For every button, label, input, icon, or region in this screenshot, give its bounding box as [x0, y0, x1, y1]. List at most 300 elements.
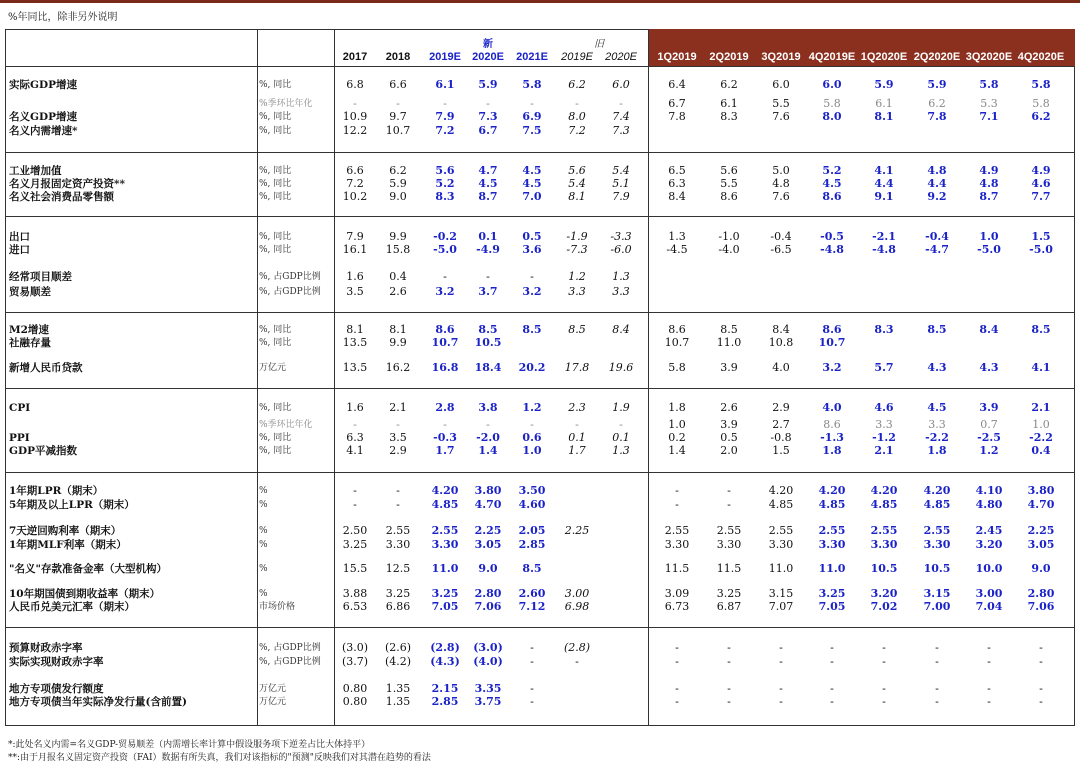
quarter-value: 3.05 — [1027, 538, 1055, 551]
annual-value: 4.85 — [431, 498, 459, 511]
quarter-value: - — [727, 695, 731, 708]
row-label: 地方专项债发行额度 — [9, 683, 104, 695]
quarter-value: 7.1 — [979, 110, 999, 123]
section-divider — [5, 388, 1075, 389]
quarter-value: - — [727, 655, 731, 668]
quarter-value: 2.7 — [772, 418, 790, 431]
annual-value: 8.6 — [435, 323, 455, 336]
annual-value: 3.8 — [478, 401, 498, 414]
row-unit: %, 同比 — [259, 179, 292, 189]
quarter-value: 4.3 — [979, 361, 999, 374]
quarter-value: 10.5 — [923, 562, 951, 575]
quarter-value: 6.1 — [875, 97, 893, 110]
row-unit: %, 同比 — [259, 325, 292, 335]
quarter-value: 3.30 — [768, 538, 794, 551]
quarter-header: 3Q2019 — [761, 51, 801, 63]
annual-value: 5.1 — [612, 177, 630, 190]
quarter-value: 8.7 — [979, 190, 999, 203]
quarter-value: - — [675, 484, 679, 497]
quarter-value: 8.4 — [979, 323, 999, 336]
quarter-value: 2.1 — [874, 444, 894, 457]
quarter-value: 3.30 — [923, 538, 951, 551]
quarter-value: 2.80 — [1027, 587, 1055, 600]
quarter-value: 3.30 — [818, 538, 846, 551]
row-unit: %, 同比 — [259, 245, 292, 255]
quarter-value: 8.5 — [720, 323, 738, 336]
quarter-value: 10.0 — [975, 562, 1003, 575]
annual-value: 10.5 — [474, 336, 502, 349]
quarter-value: 7.00 — [923, 600, 951, 613]
quarter-value: 6.2 — [928, 97, 946, 110]
annual-value: 6.2 — [568, 78, 586, 91]
quarter-value: 8.3 — [720, 110, 738, 123]
quarter-value: 3.09 — [664, 587, 690, 600]
annual-value: 2.15 — [431, 682, 459, 695]
section-divider — [5, 152, 1075, 153]
row-label: "名义"存款准备金率（大型机构） — [9, 563, 167, 575]
quarter-value: - — [727, 498, 731, 511]
quarter-value: 1.8 — [822, 444, 842, 457]
quarter-header: 3Q2020E — [965, 51, 1013, 63]
quarter-value: -5.0 — [1029, 243, 1053, 256]
annual-value: 0.1 — [612, 431, 630, 444]
annual-value: 3.25 — [385, 587, 411, 600]
quarter-header: 1Q2019 — [657, 51, 697, 63]
quarter-value: -2.5 — [977, 431, 1001, 444]
quarter-value: 1.5 — [772, 444, 790, 457]
row-unit: %季环比年化 — [259, 420, 313, 430]
annual-value: 7.9 — [435, 110, 455, 123]
quarter-value: 1.4 — [668, 444, 686, 457]
annual-value: -6.0 — [610, 243, 632, 256]
annual-value: 2.55 — [385, 524, 411, 537]
quarter-value: 3.30 — [716, 538, 742, 551]
quarter-value: -4.0 — [718, 243, 740, 256]
quarter-value: 8.6 — [822, 190, 842, 203]
annual-value: 3.3 — [568, 285, 586, 298]
annual-value: 3.5 — [389, 431, 407, 444]
annual-value: (4.0) — [473, 655, 503, 668]
annual-value: (2.8) — [430, 641, 460, 654]
row-label: 名义内需增速* — [9, 125, 78, 137]
quarter-value: 7.07 — [768, 600, 794, 613]
quarter-value: 7.02 — [870, 600, 898, 613]
row-label: GDP平减指数 — [9, 445, 77, 457]
footnote-2: **:由于月报名义固定资产投资（FAI）数据有所失真，我们对该指标的"预测"反映我们对其潜在趋势的看法 — [8, 753, 431, 763]
row-label: 1年期MLF利率（期末） — [9, 539, 127, 551]
quarter-value: 4.0 — [772, 361, 790, 374]
quarter-value: - — [779, 641, 783, 654]
annual-value: 1.2 — [522, 401, 542, 414]
quarter-value: 4.20 — [870, 484, 898, 497]
quarter-value: -4.5 — [666, 243, 688, 256]
quarter-value: 2.55 — [923, 524, 951, 537]
quarter-value: - — [882, 682, 886, 695]
annual-value: 8.5 — [478, 323, 498, 336]
row-unit: %, 占GDP比例 — [259, 287, 321, 297]
quarter-value: 1.8 — [927, 444, 947, 457]
annual-value: 7.0 — [522, 190, 542, 203]
year-header: 2017 — [342, 51, 368, 63]
quarter-value: 5.6 — [720, 164, 738, 177]
quarter-value: 4.5 — [927, 401, 947, 414]
quarter-value: 3.2 — [822, 361, 842, 374]
quarter-value: 6.3 — [668, 177, 686, 190]
annual-value: 5.2 — [435, 177, 455, 190]
quarter-value: 3.15 — [768, 587, 794, 600]
quarter-value: 4.9 — [1031, 164, 1051, 177]
row-label: 预算财政赤字率 — [9, 642, 83, 654]
annual-value: - — [486, 97, 490, 110]
quarter-value: 4.0 — [822, 401, 842, 414]
quarter-value: - — [675, 682, 679, 695]
annual-value: 3.2 — [435, 285, 455, 298]
annual-value: 6.98 — [564, 600, 590, 613]
annual-value: -2.0 — [476, 431, 500, 444]
quarter-value: 4.20 — [768, 484, 794, 497]
annual-value: 6.1 — [435, 78, 455, 91]
annual-value: 3.50 — [518, 484, 546, 497]
row-label: 5年期及以上LPR（期末） — [9, 499, 135, 511]
quarter-value: 4.70 — [1027, 498, 1055, 511]
quarter-value: 4.80 — [975, 498, 1003, 511]
section-divider — [5, 216, 1075, 217]
empty-block-divider — [648, 312, 1075, 313]
row-label: 出口 — [9, 231, 30, 243]
row-unit: %, 占GDP比例 — [259, 272, 321, 282]
quarter-value: - — [830, 695, 834, 708]
quarter-value: 2.1 — [1031, 401, 1051, 414]
quarter-value: 3.00 — [975, 587, 1003, 600]
quarter-value: 11.0 — [716, 336, 742, 349]
footnote-1: *:此处名义内需=名义GDP-贸易顺差（内需增长率计算中假设服务项下逆差占比大体持平） — [8, 740, 371, 750]
annual-value: 1.35 — [385, 695, 411, 708]
annual-value: 5.9 — [389, 177, 407, 190]
quarter-value: 3.25 — [818, 587, 846, 600]
annual-value: 7.2 — [435, 124, 455, 137]
annual-value: 16.8 — [431, 361, 459, 374]
annual-value: - — [619, 418, 623, 431]
annual-value: 9.7 — [389, 110, 407, 123]
quarter-value: 1.5 — [1031, 230, 1051, 243]
column-divider — [648, 29, 649, 726]
annual-value: - — [353, 97, 357, 110]
quarter-value: 10.5 — [870, 562, 898, 575]
quarter-value: 4.3 — [927, 361, 947, 374]
annual-value: 3.00 — [564, 587, 590, 600]
annual-value: 0.80 — [342, 682, 368, 695]
annual-value: - — [443, 270, 447, 283]
quarter-value: - — [882, 655, 886, 668]
quarter-value: 9.2 — [927, 190, 947, 203]
row-unit: % — [259, 486, 268, 496]
annual-value: 1.6 — [346, 401, 364, 414]
quarter-value: -2.1 — [872, 230, 896, 243]
annual-value: - — [530, 641, 534, 654]
quarter-value: 0.2 — [668, 431, 686, 444]
annual-value: 6.3 — [346, 431, 364, 444]
annual-value: 7.12 — [518, 600, 546, 613]
annual-value: 6.8 — [346, 78, 364, 91]
annual-value: 3.75 — [474, 695, 502, 708]
quarter-value: 4.8 — [979, 177, 999, 190]
annual-value: 18.4 — [474, 361, 502, 374]
quarter-value: 7.8 — [927, 110, 947, 123]
quarter-value: 11.5 — [716, 562, 742, 575]
quarter-value: - — [830, 682, 834, 695]
quarter-value: 5.8 — [979, 78, 999, 91]
annual-value: 10.9 — [342, 110, 368, 123]
quarter-value: 6.0 — [772, 78, 790, 91]
quarter-value: -0.4 — [770, 230, 792, 243]
row-label: 经常项目顺差 — [9, 271, 72, 283]
row-unit: %, 同比 — [259, 126, 292, 136]
quarter-value: 8.0 — [822, 110, 842, 123]
quarter-value: - — [675, 498, 679, 511]
annual-value: 7.9 — [612, 190, 630, 203]
row-label: CPI — [9, 402, 31, 414]
annual-value: 2.05 — [518, 524, 546, 537]
annual-value: 4.20 — [431, 484, 459, 497]
quarter-value: 0.7 — [980, 418, 998, 431]
annual-value: 7.3 — [612, 124, 630, 137]
annual-value: 2.6 — [389, 285, 407, 298]
annual-value: 3.3 — [612, 285, 630, 298]
quarter-value: - — [675, 655, 679, 668]
quarter-value: -2.2 — [925, 431, 949, 444]
annual-value: 3.35 — [474, 682, 502, 695]
quarter-header: 1Q2020E — [860, 51, 908, 63]
quarter-value: - — [987, 655, 991, 668]
annual-value: 1.2 — [568, 270, 586, 283]
quarter-value: 3.9 — [720, 418, 738, 431]
annual-value: - — [396, 484, 400, 497]
annual-value: 7.2 — [568, 124, 586, 137]
annual-value: 9.9 — [389, 336, 407, 349]
row-unit: 万亿元 — [259, 697, 287, 707]
annual-value: (4.2) — [384, 655, 412, 668]
quarter-value: - — [1039, 682, 1043, 695]
annual-value: 2.85 — [431, 695, 459, 708]
annual-value: 0.80 — [342, 695, 368, 708]
row-unit: % — [259, 540, 268, 550]
row-unit: % — [259, 589, 268, 599]
quarter-value: 6.7 — [668, 97, 686, 110]
quarter-value: 3.9 — [720, 361, 738, 374]
annual-value: 10.7 — [431, 336, 459, 349]
annual-value: 0.4 — [389, 270, 407, 283]
annual-value: 19.6 — [608, 361, 634, 374]
annual-value: 3.05 — [474, 538, 502, 551]
annual-value: 7.05 — [431, 600, 459, 613]
quarter-value: 6.73 — [664, 600, 690, 613]
annual-value: 6.6 — [346, 164, 364, 177]
annual-value: 6.9 — [522, 110, 542, 123]
annual-value: 1.7 — [568, 444, 586, 457]
annual-value: 3.5 — [346, 285, 364, 298]
annual-value: 5.9 — [478, 78, 498, 91]
annual-value: 6.86 — [385, 600, 411, 613]
annual-value: 7.9 — [346, 230, 364, 243]
row-unit: %, 占GDP比例 — [259, 657, 321, 667]
quarter-value: 4.9 — [979, 164, 999, 177]
annual-value: 13.5 — [342, 336, 368, 349]
quarter-value: 4.85 — [768, 498, 794, 511]
quarter-value: 1.2 — [979, 444, 999, 457]
column-divider — [334, 29, 335, 726]
annual-value: 2.25 — [564, 524, 590, 537]
quarter-value: 4.85 — [818, 498, 846, 511]
quarter-value: 6.4 — [668, 78, 686, 91]
annual-value: 7.2 — [346, 177, 364, 190]
annual-value: 8.1 — [568, 190, 586, 203]
quarter-value: 7.8 — [668, 110, 686, 123]
annual-value: 8.5 — [522, 323, 542, 336]
row-unit: %季环比年化 — [259, 99, 313, 109]
quarter-value: -0.4 — [925, 230, 949, 243]
quarter-value: - — [779, 655, 783, 668]
annual-value: 4.1 — [346, 444, 364, 457]
annual-value: -7.3 — [566, 243, 588, 256]
annual-value: -4.9 — [476, 243, 500, 256]
annual-value: 3.6 — [522, 243, 542, 256]
annual-value: - — [575, 418, 579, 431]
row-label: 10年期国债到期收益率（期末） — [9, 588, 161, 600]
quarter-value: 5.3 — [980, 97, 998, 110]
quarter-value: 3.15 — [923, 587, 951, 600]
quarter-value: 5.8 — [823, 97, 841, 110]
annual-value: 5.6 — [568, 164, 586, 177]
quarter-value: 5.8 — [668, 361, 686, 374]
annual-value: 2.3 — [568, 401, 586, 414]
row-label: 进口 — [9, 244, 30, 256]
quarter-value: 6.1 — [720, 97, 738, 110]
annual-value: - — [353, 498, 357, 511]
annual-value: 12.2 — [342, 124, 368, 137]
quarter-value: 4.5 — [822, 177, 842, 190]
annual-value: 3.80 — [474, 484, 502, 497]
quarter-value: 11.0 — [768, 562, 794, 575]
quarter-header: 4Q2019E — [808, 51, 856, 63]
annual-value: (2.6) — [384, 641, 412, 654]
annual-value: - — [443, 97, 447, 110]
quarter-value: 2.55 — [818, 524, 846, 537]
annual-value: - — [530, 682, 534, 695]
annual-value: - — [530, 655, 534, 668]
quarter-value: 0.4 — [1031, 444, 1051, 457]
row-unit: % — [259, 526, 268, 536]
row-label: 7天逆回购利率（期末） — [9, 525, 122, 537]
annual-value: 7.06 — [474, 600, 502, 613]
quarter-value: - — [727, 484, 731, 497]
annual-value: 15.8 — [385, 243, 411, 256]
year-header: 2019E — [429, 51, 461, 63]
annual-value: 1.6 — [346, 270, 364, 283]
quarter-value: 10.7 — [664, 336, 690, 349]
annual-value: - — [575, 97, 579, 110]
annual-value: 15.5 — [342, 562, 368, 575]
quarter-value: - — [1039, 655, 1043, 668]
quarter-value: - — [675, 695, 679, 708]
annual-value: 8.5 — [568, 323, 586, 336]
quarter-value: - — [779, 682, 783, 695]
year-header: 2020E — [605, 51, 637, 63]
year-header: 2021E — [516, 51, 548, 63]
annual-value: -0.3 — [433, 431, 457, 444]
quarter-value: -1.2 — [872, 431, 896, 444]
row-unit: %, 占GDP比例 — [259, 643, 321, 653]
quarter-value: -1.0 — [718, 230, 740, 243]
annual-value: - — [619, 97, 623, 110]
quarter-value: 3.25 — [716, 587, 742, 600]
annual-value: 1.3 — [612, 444, 630, 457]
annual-value: 3.30 — [385, 538, 411, 551]
annual-value: - — [575, 655, 579, 668]
annual-value: 1.4 — [478, 444, 498, 457]
quarter-value: 4.20 — [923, 484, 951, 497]
quarter-value: - — [675, 641, 679, 654]
quarter-value: 8.3 — [874, 323, 894, 336]
quarter-value: - — [830, 655, 834, 668]
quarter-value: - — [987, 695, 991, 708]
quarter-value: 3.30 — [870, 538, 898, 551]
annual-value: 2.25 — [474, 524, 502, 537]
annual-value: 4.7 — [478, 164, 498, 177]
row-label: 实际GDP增速 — [9, 79, 77, 91]
quarter-value: 3.80 — [1027, 484, 1055, 497]
quarter-value: 5.7 — [874, 361, 894, 374]
quarter-value: - — [935, 695, 939, 708]
annual-value: - — [530, 418, 534, 431]
quarter-value: 6.0 — [822, 78, 842, 91]
quarter-value: 4.4 — [874, 177, 894, 190]
annual-value: 5.4 — [568, 177, 586, 190]
quarter-value: 8.5 — [1031, 323, 1051, 336]
quarter-value: 7.6 — [772, 190, 790, 203]
annual-value: 10.7 — [385, 124, 411, 137]
row-unit: 市场价格 — [259, 602, 296, 612]
annual-value: (4.3) — [430, 655, 460, 668]
annual-value: 1.0 — [522, 444, 542, 457]
group-label-new: 新 — [483, 39, 493, 50]
quarter-value: 8.5 — [927, 323, 947, 336]
row-unit: %, 同比 — [259, 166, 292, 176]
annual-value: - — [530, 695, 534, 708]
row-unit: %, 同比 — [259, 112, 292, 122]
annual-value: 8.4 — [612, 323, 630, 336]
annual-value: 2.50 — [342, 524, 368, 537]
annual-value: 7.5 — [522, 124, 542, 137]
quarter-value: 9.1 — [874, 190, 894, 203]
quarter-header: 2Q2019 — [709, 51, 749, 63]
annual-value: 8.1 — [389, 323, 407, 336]
annual-value: 8.3 — [435, 190, 455, 203]
group-label-old: 旧 — [594, 39, 604, 50]
annual-value: 12.5 — [385, 562, 411, 575]
quarter-value: 8.6 — [668, 323, 686, 336]
quarter-value: 1.3 — [668, 230, 686, 243]
annual-value: -3.3 — [610, 230, 632, 243]
annual-value: - — [353, 484, 357, 497]
row-unit: 万亿元 — [259, 363, 287, 373]
quarter-value: - — [935, 682, 939, 695]
row-unit: %, 同比 — [259, 232, 292, 242]
annual-value: 4.5 — [522, 164, 542, 177]
annual-value: (3.0) — [341, 641, 369, 654]
quarter-value: 6.2 — [1031, 110, 1051, 123]
row-label: PPI — [9, 432, 30, 444]
quarter-value: 5.5 — [772, 97, 790, 110]
